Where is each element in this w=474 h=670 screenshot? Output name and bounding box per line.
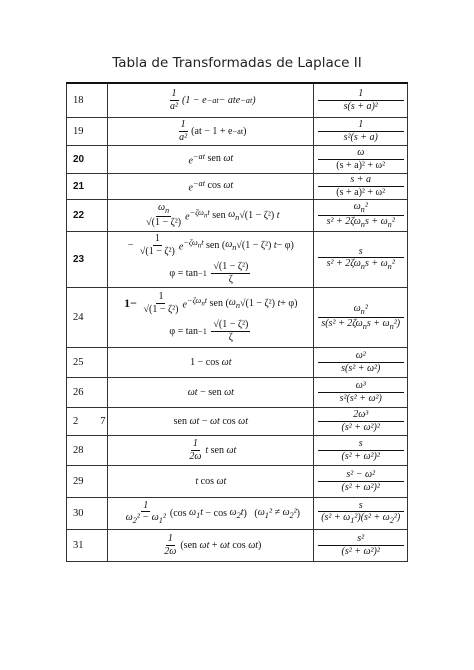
time-function: t cos ωt	[108, 465, 314, 497]
laplace-transform: $\frac{\text{ω³}}{\text{s²(s² + ω²)}}$	[314, 377, 408, 407]
laplace-transform: $\frac{1}{\text{s(s + a)²}}$	[314, 83, 408, 117]
laplace-transform: $\frac{\text{s² − ω²}}{\text{(s² + ω²)²}}$	[314, 465, 408, 497]
laplace-transform: $\frac{\text{2ω³}}{\text{(s² + ω²)²}}$	[314, 407, 408, 435]
row-number: 28	[67, 435, 108, 465]
time-function: ωt − sen ωt	[108, 377, 314, 407]
table-row	[67, 407, 408, 435]
row-number: 19	[67, 117, 108, 145]
row-number: 26	[67, 377, 108, 407]
time-function: 1− $\frac{1}{\text{√(1 − ζ²)}}$ $e^{-\zeta\omega_nt}$ sen ( $\omega_n$ √(1 − ζ²) t + φ) φ = tan −1 $\frac{\text{√(1 − ζ²)}}{\zeta}$	[108, 287, 314, 347]
time-function: 1 − cos ωt	[108, 347, 314, 377]
laplace-transform: $\frac{\omega_n^2}{s(s^2 + 2\zeta\omega_ns + \omega_n^2)}$	[314, 287, 408, 347]
time-function: $\frac{\omega_n}{\text{√(1 − ζ²)}}$ $e^{-\zeta\omega_nt}$ sen $\omega_n$ √(1 − ζ²) t	[108, 199, 314, 231]
laplace-transform: $\frac{s}{s^2 + 2\zeta\omega_ns + \omega_n^2}$	[314, 231, 408, 287]
row-number: 18	[67, 83, 108, 117]
table-row	[67, 347, 408, 377]
laplace-table	[66, 82, 408, 562]
laplace-transform: $\frac{\omega_n^2}{s^2 + 2\zeta\omega_ns + \omega_n^2}$	[314, 199, 408, 231]
time-function: $\frac{1}{2\omega}$ (sen ωt + ωt cos ωt )	[108, 529, 314, 561]
time-function: $e^{-at}$ sen ωt	[108, 145, 314, 173]
table-row	[67, 117, 408, 145]
row-number: 22	[67, 199, 108, 231]
table-row	[67, 145, 408, 173]
row-number: 25	[67, 347, 108, 377]
time-function: $\frac{1}{2\omega}$ t sen ωt	[108, 435, 314, 465]
row-number: 24	[67, 287, 108, 347]
time-function: $\frac{1}{\text{a²}}$ (at − 1 + e −at )	[108, 117, 314, 145]
row-number: 2 7	[67, 407, 108, 435]
table-row	[67, 529, 408, 561]
row-number: 29	[67, 465, 108, 497]
time-function: $\frac{1}{\omega_2^2 - \omega_1^2}$ (cos $\omega_1t$ − cos $\omega_2t$ ) ( $\omega_1^2 \ne \omega_2^2$ )	[108, 497, 314, 529]
laplace-transform: $\frac{1}{\text{s²(s + a)}}$	[314, 117, 408, 145]
time-function: $e^{-at}$ cos ωt	[108, 173, 314, 199]
table-row	[67, 497, 408, 529]
table-row	[67, 83, 408, 117]
table-row	[67, 173, 408, 199]
table-row	[67, 435, 408, 465]
row-number: 31	[67, 529, 108, 561]
table-row	[67, 287, 408, 347]
row-number: 23	[67, 231, 108, 287]
table-row	[67, 231, 408, 287]
table-row	[67, 199, 408, 231]
row-number: 20	[67, 145, 108, 173]
time-function: sen ωt − ωt cos ωt	[108, 407, 314, 435]
time-function: − $\frac{1}{\text{√(1 − ζ²)}}$ $e^{-\zeta\omega_nt}$ sen ( $\omega_n$ √(1 − ζ²) t − φ) φ = tan −1 $\frac{\text{√(1 − ζ²)}}{\zeta}$	[108, 231, 314, 287]
laplace-transform: $\frac{\omega}{\text{(s + a)² + ω²}}$	[314, 145, 408, 173]
laplace-transform: $\frac{\text{s²}}{\text{(s² + ω²)²}}$	[314, 529, 408, 561]
table-row	[67, 377, 408, 407]
laplace-transform: $\frac{s}{(s^2 + \omega_1^2)(s^2 + \omega_2^2)}$	[314, 497, 408, 529]
laplace-transform: $\frac{s + a}{\text{(s + a)² + ω²}}$	[314, 173, 408, 199]
laplace-transform: $\frac{\text{ω²}}{\text{s(s² + ω²)}}$	[314, 347, 408, 377]
row-number: 30	[67, 497, 108, 529]
laplace-transform: $\frac{s}{\text{(s² + ω²)²}}$	[314, 435, 408, 465]
row-number-fragment: 7	[100, 415, 106, 427]
row-number: 21	[67, 173, 108, 199]
table-row	[67, 465, 408, 497]
page-title: Tabla de Transformadas de Laplace II	[112, 55, 362, 71]
time-function: $\frac{1}{\text{a²}}$ (1 − e −at − ate −at )	[108, 83, 314, 117]
